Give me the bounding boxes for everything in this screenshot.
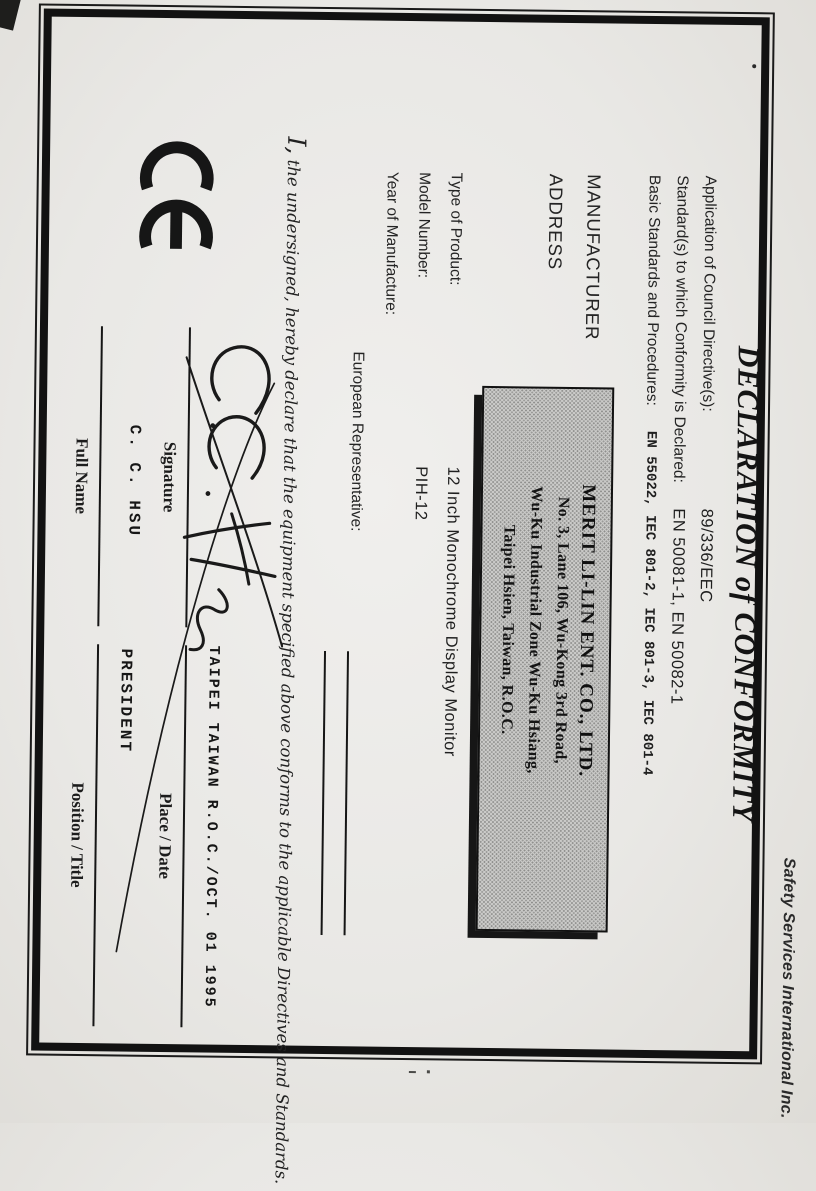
address-label: ADDRESS xyxy=(544,173,567,271)
ce-mark-icon xyxy=(134,133,219,256)
declaration-statement: I, the undersigned, hereby declare that the equipment specified above conforms to the applicable Directives and Standards. xyxy=(271,136,312,1185)
manufacturer-address-box xyxy=(476,386,615,933)
procedures-value: EN 55022, IEC 801-2, IEC 801-3, IEC 801-4 xyxy=(638,430,659,776)
address-line: Wu-Ku Industrial Zone Wu-Ku Hsiang, xyxy=(524,486,546,774)
scan-speck xyxy=(409,1071,416,1073)
directive-value: 89/336/EEC xyxy=(696,508,716,603)
position-title-label: Position / Title xyxy=(67,782,88,888)
full-name-value: C. C. HSU xyxy=(124,424,144,539)
address-line: Taipei Hsien, Taiwan, R.O.C. xyxy=(498,524,518,735)
model-number-label: Model Number: xyxy=(414,172,433,279)
manufacturer-label: MANUFACTURER xyxy=(581,174,605,341)
european-representative-label: European Representative: xyxy=(347,351,367,532)
company-name: MERIT LI-LIN ENT. CO., LTD. xyxy=(574,484,600,778)
address-line: No. 3, Lane 106, Wu-Kong 3rd Road, xyxy=(551,496,572,765)
directive-label: Application of Council Directive(s): xyxy=(698,175,719,412)
standards-value: EN 50081-1, EN 50082-1 xyxy=(667,508,688,705)
model-number-value: PIH-12 xyxy=(411,466,431,521)
full-name-label: Full Name xyxy=(71,437,92,515)
scan-speck xyxy=(427,1070,430,1073)
certifier-stamp-text: Safety Services International Inc. xyxy=(777,857,798,1119)
product-type-value: 12 Inch Monochrome Display Monitor xyxy=(440,466,463,757)
place-date-value: TAIPEI TAIWAN R.O.C./OCT. 01 1995 xyxy=(200,645,223,1009)
position-title-value: PRESIDENT xyxy=(115,648,136,754)
standards-label: Standard(s) to which Conformity is Declared: xyxy=(670,175,691,483)
procedures-label: Basic Standards and Procedures: xyxy=(643,174,663,407)
year-of-manufacture-label: Year of Manufacture: xyxy=(382,171,401,316)
signature-label: Signature xyxy=(159,441,180,513)
product-type-label: Type of Product: xyxy=(446,172,465,286)
place-date-label: Place / Date xyxy=(155,793,176,880)
document-title: DECLARATION of CONFORMITY xyxy=(725,345,765,823)
